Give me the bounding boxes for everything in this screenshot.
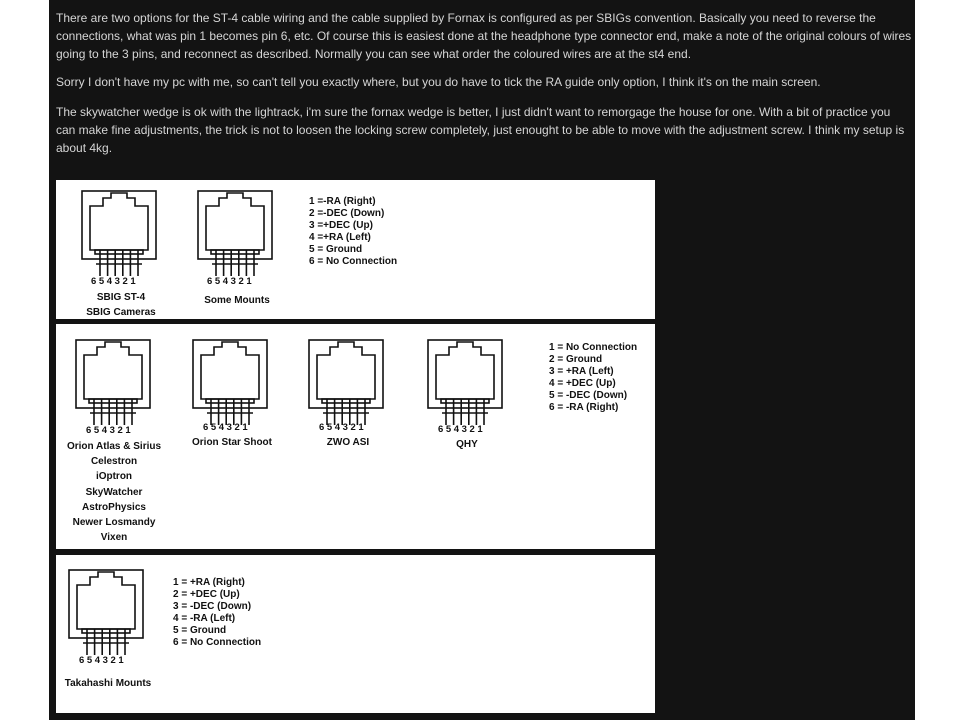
pinout-legend	[309, 196, 397, 268]
brand-name: Celestron	[90, 456, 138, 468]
jack-label: Some Mounts	[204, 295, 270, 306]
brand-name: Orion Atlas & Sirius	[66, 441, 162, 452]
legend-line: 4 =+RA (Left)	[309, 232, 371, 243]
brand-name: SkyWatcher	[85, 486, 143, 498]
legend-line: 5 = Ground	[309, 244, 363, 255]
legend-line: 6 = -RA (Right)	[549, 402, 619, 413]
brand-name: AstroPhysics	[82, 501, 146, 513]
pin-numbers: 654321	[319, 422, 367, 433]
jack-label: Takahashi Mounts	[64, 678, 152, 689]
rj12-jack-icon	[81, 190, 161, 280]
jack-label: SBIG Cameras	[86, 307, 156, 318]
legend-line: 5 = Ground	[173, 625, 227, 636]
legend-line: 6 = No Connection	[309, 256, 398, 267]
jack-label: QHY	[456, 439, 478, 450]
brand-name: Newer Losmandy	[72, 517, 156, 529]
pin-numbers: 654321	[86, 425, 134, 436]
legend-line: 4 = +DEC (Up)	[549, 378, 616, 389]
jack-label: SBIG ST-4	[96, 292, 146, 303]
forum-post	[49, 0, 915, 720]
brand-name: Vixen	[100, 532, 128, 544]
pin-numbers: 654321	[203, 422, 251, 433]
post-paragraph-1: There are two options for the ST-4 cable wiring and the cable supplied by Fornax is configured as per SBIGs convention. Basically you need to reverse the connections, what was pin 1 becomes pin 6, etc. Of course this is easiest done at the headphone type connector end, make a note of the original colours of wires going to the 3 pins, and reconnect as described. Normally you can see what order the coloured wires are at the st4 end.	[56, 11, 912, 61]
pin-numbers: 654321	[207, 276, 255, 287]
legend-line: 1 = +RA (Right)	[173, 577, 245, 588]
legend-line: 6 = No Connection	[173, 637, 262, 648]
legend-line: 1 =-RA (Right)	[309, 196, 376, 207]
diagram-panel-common	[56, 324, 655, 549]
legend-line: 4 = -RA (Left)	[173, 613, 236, 624]
legend-line: 1 = No Connection	[549, 342, 638, 353]
jack-label: Orion Star Shoot	[192, 437, 272, 448]
rj12-jack-icon	[192, 339, 272, 429]
brand-name: iOptron	[95, 471, 133, 483]
legend-line: 3 = -DEC (Down)	[173, 601, 252, 612]
legend-line: 2 =-DEC (Down)	[309, 208, 385, 219]
pin-numbers: 654321	[438, 424, 486, 435]
legend-line: 5 = -DEC (Down)	[549, 390, 628, 401]
legend-line: 3 =+DEC (Up)	[309, 220, 373, 231]
diagram-panel-sbig	[56, 180, 655, 319]
rj12-jack-icon	[75, 339, 155, 429]
post-paragraph-3: The skywatcher wedge is ok with the lightrack, i'm sure the fornax wedge is better, I just didn't want to remorgage the house for one. With a bit of practice you can make fine adjustments, the trick is not to loosen the locking screw completely, just enought to be able to move with the adjustment screw. I think my setup is about 4kg.	[56, 105, 905, 155]
diagram-panel-takahashi	[56, 555, 655, 713]
pin-numbers: 654321	[79, 655, 127, 666]
rj12-jack-icon	[427, 339, 507, 429]
rj12-jack-icon	[308, 339, 388, 429]
rj12-jack-icon	[197, 190, 277, 280]
jack-label: ZWO ASI	[326, 437, 370, 448]
brand-list	[60, 439, 168, 545]
legend-line: 2 = +DEC (Up)	[173, 589, 240, 600]
pin-numbers: 654321	[91, 276, 139, 287]
legend-line: 2 = Ground	[549, 354, 603, 365]
post-paragraph-2: Sorry I don't have my pc with me, so can't tell you exactly where, but you do have to tick the RA guide only option, I think it's on the main screen.	[56, 75, 821, 89]
legend-line: 3 = +RA (Left)	[549, 366, 614, 377]
rj12-jack-icon	[68, 569, 148, 659]
pinout-legend	[173, 577, 261, 649]
pinout-legend	[549, 342, 637, 414]
